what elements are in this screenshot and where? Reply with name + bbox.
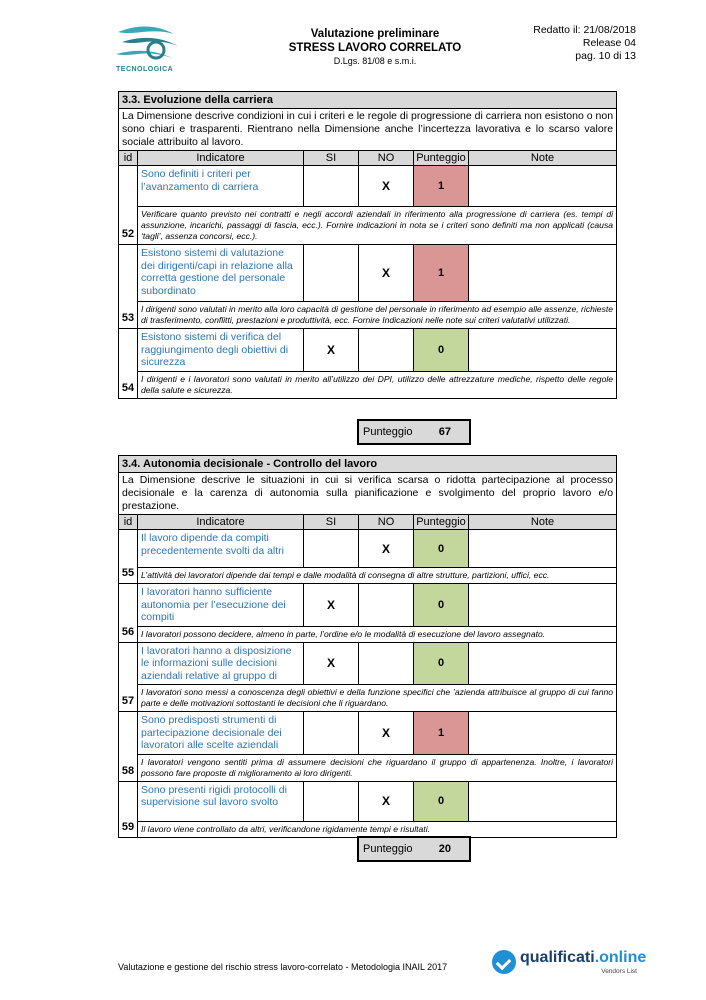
- table-row: [119, 642, 617, 685]
- release-label: Release 04: [582, 37, 636, 49]
- table-row: [119, 712, 617, 755]
- si-cell[interactable]: [304, 530, 359, 568]
- no-cell[interactable]: [359, 584, 414, 627]
- note-cell[interactable]: [469, 329, 617, 372]
- row-note: I dirigenti e i lavoratori sono valutati in merito all’utilizzo dei DPI, utilizzo delle attrezzature mediche, rispetto delle regole della salute e sicurezza.: [138, 371, 617, 398]
- row-note: Verificare quanto previsto nei contratti e negli accordi aziendali in riferimento alla progressione di carriera (es. tempi di assunzione, incarichi, passaggi di fascia, ecc.). Fornire indicazioni in nota se i criteri sono definiti ma non applicati (causa ‘tagli’, assenza concorsi, ecc.).: [138, 207, 617, 245]
- section-autonomy: [118, 455, 616, 838]
- note-row: [119, 754, 617, 781]
- note-cell[interactable]: [469, 584, 617, 627]
- row-note: I lavoratori vengono sentiti prima di assumere decisioni che riguardano il gruppo di appartenenza. Inoltre, i lavoratori possono fare proposte di miglioramento ai loro dirigenti.: [138, 754, 617, 781]
- si-cell[interactable]: [304, 245, 359, 302]
- indicator-text: Esistono sistemi di verifica del raggiungimento degli obiettivi di sicurezza: [138, 329, 304, 372]
- page-number: pag. 10 di 13: [575, 50, 636, 62]
- indicator-text: Esistono sistemi di valutazione dei dirigenti/capi in relazione alla corretta gestione del personale subordinato: [138, 245, 304, 302]
- row-note: L’attività dei lavoratori dipende dai tempi e dalle modalità di consegna di altre strutture, partizioni, uffici, ecc.: [138, 568, 617, 584]
- table-row: [119, 245, 617, 302]
- table-row: [119, 584, 617, 627]
- indicator-text: Sono definiti i criteri per l’avanzamento di carriera: [138, 166, 304, 207]
- note-row: [119, 685, 617, 712]
- col-si: SI: [304, 515, 359, 530]
- si-cell[interactable]: [304, 781, 359, 821]
- no-cell[interactable]: X: [359, 530, 414, 568]
- section-title: 3.4. Autonomia decisionale - Controllo del lavoro: [119, 456, 617, 473]
- document-title: Valutazione preliminare: [310, 28, 440, 40]
- si-cell[interactable]: [304, 166, 359, 207]
- note-cell[interactable]: [469, 530, 617, 568]
- col-note: Note: [469, 151, 617, 166]
- score-cell: 0: [414, 642, 469, 685]
- section-career: [118, 91, 616, 399]
- section-description: La Dimensione descrive le situazioni in cui si verifica scarsa o ridotta partecipazione al processo decisionale e la carenza di autonomia sulla pianificazione e svolgimento del proprio lavoro e/o prestazione.: [119, 473, 617, 515]
- score-cell: 0: [414, 781, 469, 821]
- table-row: [119, 329, 617, 372]
- col-id: id: [119, 151, 138, 166]
- note-row: [119, 302, 617, 329]
- score-cell: 1: [414, 712, 469, 755]
- score-cell: 0: [414, 584, 469, 627]
- row-id: 54: [119, 329, 138, 399]
- law-reference: D.Lgs. 81/08 e s.m.i.: [333, 56, 417, 66]
- indicator-text: Sono predisposti strumenti di partecipazione decisionale dei lavoratori alle scelte aziendali: [138, 712, 304, 755]
- logo-text: TECNOLOGICA: [116, 66, 174, 73]
- no-cell[interactable]: X: [359, 712, 414, 755]
- row-note: I dirigenti sono valutati in merito alla loro capacità di gestione del personale in riferimento ad esempio alle assenze, richieste di trasferimento, conflitti, prestazioni e produttività, ecc. Fornire Indicazioni nelle note sui criteri valutativi utilizzati.: [138, 302, 617, 329]
- indicator-text: I lavoratori hanno sufficiente autonomia per l’esecuzione dei compiti: [138, 584, 304, 627]
- si-cell[interactable]: [304, 712, 359, 755]
- col-note: Note: [469, 515, 617, 530]
- checkmark-icon: [492, 950, 516, 974]
- row-id: 56: [119, 584, 138, 643]
- row-id: 58: [119, 712, 138, 782]
- note-row: [119, 568, 617, 584]
- total-value: 67: [438, 426, 451, 438]
- indicator-text: I lavoratori hanno a disposizione le informazioni sulle decisioni aziendali relative al gruppo di: [138, 642, 304, 685]
- section-total-score: [357, 419, 471, 445]
- col-no: NO: [359, 151, 414, 166]
- col-no: NO: [359, 515, 414, 530]
- note-row: [119, 371, 617, 398]
- note-row: [119, 821, 617, 837]
- no-cell[interactable]: X: [359, 781, 414, 821]
- section-total-score: [357, 836, 471, 862]
- row-note: I lavoratori sono messi a conoscenza degli obiettivi e della funzione specifici che ’azienda attribuisce al gruppo di cui fanno parte e delle motivazioni sottostanti le decisioni che li riguardano.: [138, 685, 617, 712]
- document-subtitle: STRESS LAVORO CORRELATO: [288, 42, 462, 54]
- total-label: Punteggio: [363, 426, 413, 438]
- page-header: [0, 0, 706, 80]
- indicator-text: Sono presenti rigidi protocolli di supervisione sul lavoro svolto: [138, 781, 304, 821]
- col-punteggio: Punteggio: [414, 151, 469, 166]
- column-header-row: [119, 151, 617, 166]
- score-cell: 1: [414, 166, 469, 207]
- footer-text: Valutazione e gestione del rischio stress lavoro-correlato - Metodologia INAIL 2017: [118, 962, 448, 972]
- document-meta: [533, 24, 636, 63]
- autonomy-table: [118, 455, 617, 838]
- row-id: 55: [119, 530, 138, 584]
- row-id: 59: [119, 781, 138, 837]
- row-id: 53: [119, 245, 138, 329]
- no-cell[interactable]: X: [359, 166, 414, 207]
- no-cell[interactable]: X: [359, 245, 414, 302]
- document-title-block: [230, 27, 520, 67]
- section-description: La Dimensione descrive condizioni in cui i criteri e le regole di progressione di carriera non esistono o non sono chiari e trasparenti. Rientrano nella Dimensione anche l’incertezza lavorativa e lo scarso valore sociale attribuito al lavoro.: [119, 109, 617, 151]
- col-indicatore: Indicatore: [138, 151, 304, 166]
- no-cell[interactable]: [359, 329, 414, 372]
- col-si: SI: [304, 151, 359, 166]
- total-label: Punteggio: [363, 843, 413, 855]
- no-cell[interactable]: [359, 642, 414, 685]
- note-cell[interactable]: [469, 245, 617, 302]
- row-id: 57: [119, 642, 138, 712]
- score-cell: 1: [414, 245, 469, 302]
- redatto-date: Redatto il: 21/08/2018: [533, 24, 636, 36]
- brand-name: [520, 949, 646, 967]
- career-table: [118, 91, 617, 399]
- note-cell[interactable]: [469, 166, 617, 207]
- note-cell[interactable]: [469, 712, 617, 755]
- si-cell[interactable]: X: [304, 329, 359, 372]
- si-cell[interactable]: X: [304, 584, 359, 627]
- si-cell[interactable]: X: [304, 642, 359, 685]
- qualificati-logo: [492, 946, 647, 980]
- brand-name-b: .online: [594, 949, 647, 966]
- col-indicatore: Indicatore: [138, 515, 304, 530]
- column-header-row: [119, 515, 617, 530]
- table-row: [119, 781, 617, 821]
- table-row: [119, 530, 617, 568]
- col-punteggio: Punteggio: [414, 515, 469, 530]
- score-cell: 0: [414, 530, 469, 568]
- note-row: [119, 207, 617, 245]
- table-row: [119, 166, 617, 207]
- col-id: id: [119, 515, 138, 530]
- note-row: [119, 626, 617, 642]
- total-value: 20: [438, 843, 451, 855]
- note-cell[interactable]: [469, 642, 617, 685]
- row-note: I lavoratori possono decidere, almeno in parte, l’ordine e/o le modalità di esecuzione del lavoro assegnato.: [138, 626, 617, 642]
- brand-name-a: qualificati: [520, 949, 595, 966]
- score-cell: 0: [414, 329, 469, 372]
- note-cell[interactable]: [469, 781, 617, 821]
- row-note: Il lavoro viene controllato da altri, verificandone rigidamente tempi e risultati.: [138, 821, 617, 837]
- row-id: 52: [119, 166, 138, 245]
- section-title: 3.3. Evoluzione della carriera: [119, 92, 617, 109]
- indicator-text: Il lavoro dipende da compiti precedentemente svolti da altri: [138, 530, 304, 568]
- brand-subtitle: Vendors List: [601, 968, 637, 975]
